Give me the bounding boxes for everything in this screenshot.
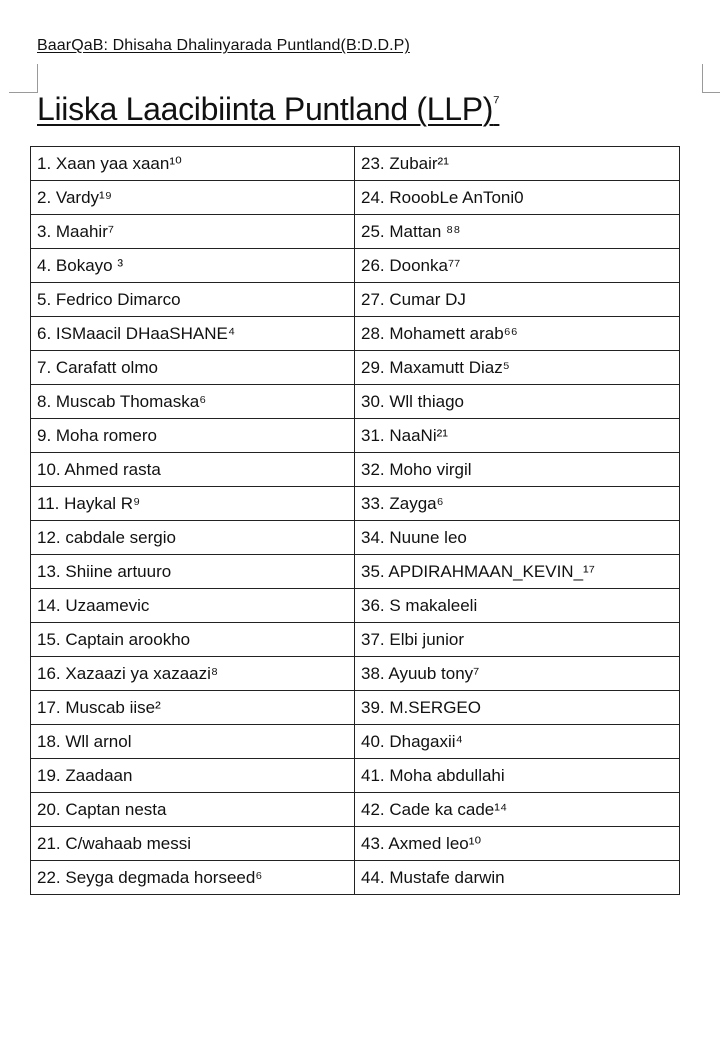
player-cell-right: 44. Mustafe darwin xyxy=(355,861,680,895)
player-cell-left: 19. Zaadaan xyxy=(31,759,355,793)
left-margin-marker xyxy=(9,64,38,93)
table-row xyxy=(31,249,680,283)
player-cell-left: 2. Vardy¹⁹ xyxy=(31,181,355,215)
document-title-superscript: ⁷ xyxy=(493,92,500,112)
player-cell-left: 20. Captan nesta xyxy=(31,793,355,827)
table-row xyxy=(31,521,680,555)
player-cell-right: 28. Mohamett arab⁶⁶ xyxy=(355,317,680,351)
player-cell-right: 41. Moha abdullahi xyxy=(355,759,680,793)
player-cell-left: 4. Bokayo ³ xyxy=(31,249,355,283)
table-row xyxy=(31,759,680,793)
player-cell-left: 11. Haykal R⁹ xyxy=(31,487,355,521)
player-cell-right: 39. M.SERGEO xyxy=(355,691,680,725)
player-cell-left: 12. cabdale sergio xyxy=(31,521,355,555)
table-row xyxy=(31,487,680,521)
player-cell-left: 21. C/wahaab messi xyxy=(31,827,355,861)
page-header-text: BaarQaB: Dhisaha Dhalinyarada Puntland(B:D.D.P) xyxy=(37,37,410,54)
table-row xyxy=(31,419,680,453)
player-list-table xyxy=(30,146,680,895)
table-row xyxy=(31,181,680,215)
player-cell-left: 7. Carafatt olmo xyxy=(31,351,355,385)
right-margin-marker xyxy=(702,64,720,93)
table-row xyxy=(31,827,680,861)
table-row xyxy=(31,725,680,759)
player-cell-right: 43. Axmed leo¹⁰ xyxy=(355,827,680,861)
table-row xyxy=(31,215,680,249)
player-cell-right: 42. Cade ka cade¹⁴ xyxy=(355,793,680,827)
player-cell-right: 33. Zayga⁶ xyxy=(355,487,680,521)
table-row xyxy=(31,589,680,623)
player-cell-right: 30. Wll thiago xyxy=(355,385,680,419)
player-cell-left: 14. Uzaamevic xyxy=(31,589,355,623)
player-cell-right: 35. APDIRAHMAAN_KEVIN_¹⁷ xyxy=(355,555,680,589)
player-cell-right: 38. Ayuub tony⁷ xyxy=(355,657,680,691)
player-cell-right: 25. Mattan ⁸⁸ xyxy=(355,215,680,249)
table-row xyxy=(31,453,680,487)
player-cell-right: 36. S makaleeli xyxy=(355,589,680,623)
player-cell-right: 32. Moho virgil xyxy=(355,453,680,487)
player-cell-right: 31. NaaNi²¹ xyxy=(355,419,680,453)
player-cell-right: 29. Maxamutt Diaz⁵ xyxy=(355,351,680,385)
player-cell-right: 24. RooobLe AnToni0 xyxy=(355,181,680,215)
table-row xyxy=(31,861,680,895)
player-cell-left: 15. Captain arookho xyxy=(31,623,355,657)
table-row xyxy=(31,691,680,725)
player-cell-left: 16. Xazaazi ya xazaazi⁸ xyxy=(31,657,355,691)
player-cell-left: 17. Muscab iise² xyxy=(31,691,355,725)
player-cell-left: 22. Seyga degmada horseed⁶ xyxy=(31,861,355,895)
player-cell-left: 5. Fedrico Dimarco xyxy=(31,283,355,317)
player-cell-right: 23. Zubair²¹ xyxy=(355,147,680,181)
player-cell-right: 27. Cumar DJ xyxy=(355,283,680,317)
table-row xyxy=(31,555,680,589)
player-cell-left: 8. Muscab Thomaska⁶ xyxy=(31,385,355,419)
player-cell-right: 40. Dhagaxii⁴ xyxy=(355,725,680,759)
player-cell-left: 9. Moha romero xyxy=(31,419,355,453)
table-row xyxy=(31,623,680,657)
table-row xyxy=(31,283,680,317)
player-cell-left: 3. Maahir⁷ xyxy=(31,215,355,249)
table-row xyxy=(31,351,680,385)
player-cell-right: 26. Doonka⁷⁷ xyxy=(355,249,680,283)
player-cell-left: 1. Xaan yaa xaan¹⁰ xyxy=(31,147,355,181)
player-list-body xyxy=(31,147,680,895)
player-cell-right: 34. Nuune leo xyxy=(355,521,680,555)
document-title-text: Liiska Laacibiinta Puntland (LLP) xyxy=(37,91,494,127)
player-cell-left: 10. Ahmed rasta xyxy=(31,453,355,487)
player-cell-left: 6. ISMaacil DHaaSHANE⁴ xyxy=(31,317,355,351)
table-row xyxy=(31,147,680,181)
player-cell-left: 13. Shiine artuuro xyxy=(31,555,355,589)
document-title xyxy=(37,91,499,128)
table-row xyxy=(31,793,680,827)
table-row xyxy=(31,317,680,351)
player-cell-left: 18. Wll arnol xyxy=(31,725,355,759)
table-row xyxy=(31,385,680,419)
table-row xyxy=(31,657,680,691)
player-cell-right: 37. Elbi junior xyxy=(355,623,680,657)
